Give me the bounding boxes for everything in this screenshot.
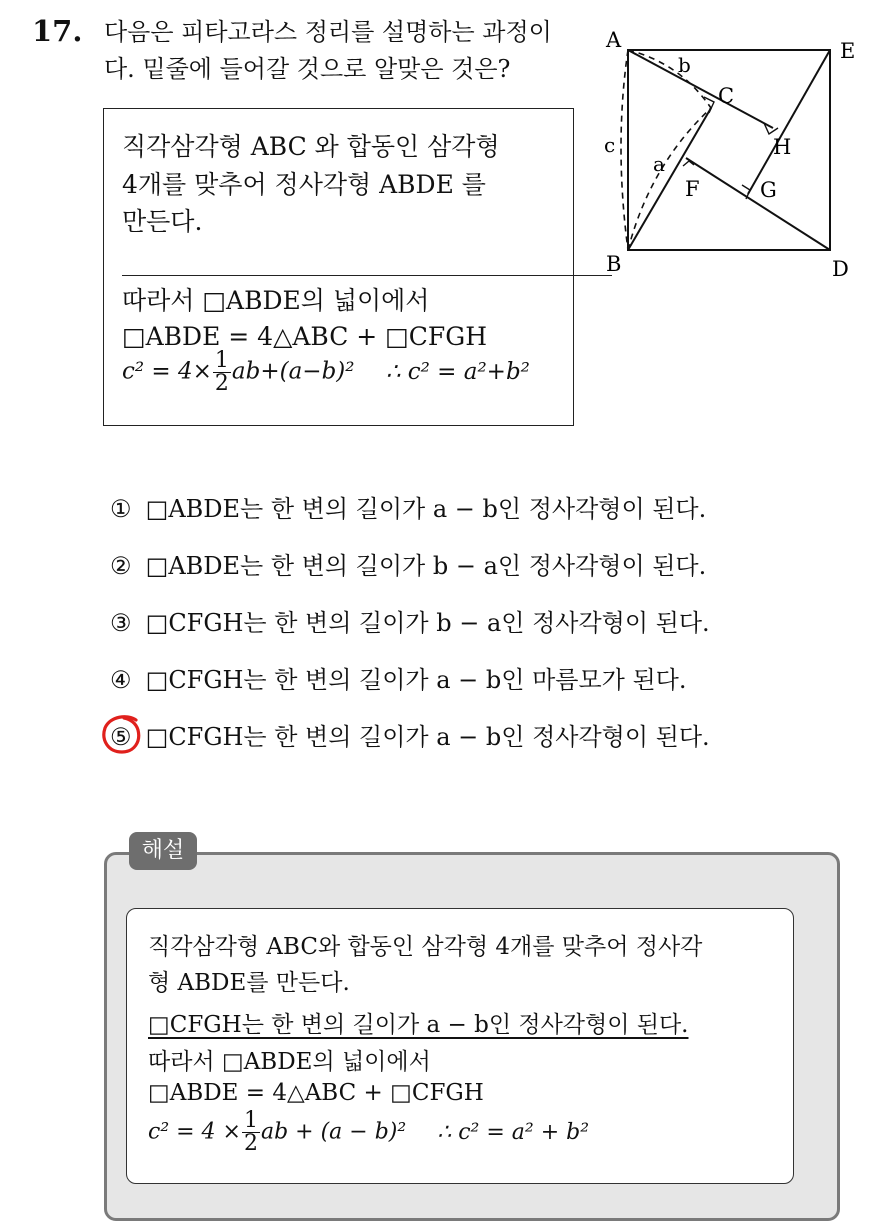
pythagoras-figure [590,25,880,285]
equation-left: c² = 4× [122,358,212,385]
choice-5-number: ⑤ [110,723,132,751]
solution-line-3: □CFGH는 한 변의 길이가 a − b인 정사각형이 된다. [148,1012,689,1038]
solution-fraction-denominator: 2 [243,1131,258,1156]
label-side-a: a [653,152,665,176]
solution-line-5: □ABDE = 4△ABC + □CFGH [148,1080,484,1106]
choice-2[interactable] [110,546,706,581]
solution-equation-conclusion: ∴ c² = a² + b² [437,1119,590,1145]
solution-equation-left: c² = 4 × [148,1119,241,1145]
choice-4-number: ④ [110,666,132,694]
dashed-side-c [621,50,628,250]
solution-line-4: 따라서 □ABDE의 넓이에서 [148,1049,431,1075]
question-line-2: 다. 밑줄에 들어갈 것으로 알맞은 것은? [104,55,511,83]
square-abde [628,50,830,250]
choice-2-number: ② [110,552,132,580]
question-text [104,14,552,88]
proof-line-2: 4개를 맞추어 정사각형 ABDE 를 [122,170,486,199]
fraction-denominator: 2 [214,371,229,396]
proof-line-1: 직각삼각형 ABC 와 합동인 삼각형 [122,132,500,161]
segment-a-h [628,50,773,128]
choice-2-text: □ABDE는 한 변의 길이가 b − a인 정사각형이 된다. [145,552,707,580]
label-a-vertex: A [606,28,622,52]
choice-1[interactable] [110,489,706,524]
label-h-vertex: H [773,135,792,159]
answer-blank-underline [122,275,612,276]
proof-line-5: □ABDE = 4△ABC + □CFGH [122,322,488,351]
solution-fraction-numerator: 1 [243,1108,258,1133]
segment-f-d [686,158,830,250]
label-side-b: b [678,53,691,77]
solution-fraction-half [242,1110,260,1155]
fraction-half [213,350,231,395]
question-line-1: 다음은 피타고라스 정리를 설명하는 과정이 [104,18,552,46]
proof-line-3: 만든다. [122,207,203,236]
label-b-vertex: B [606,252,622,276]
choice-3-number: ③ [110,609,132,637]
label-side-c: c [604,133,616,157]
choice-1-text: □ABDE는 한 변의 길이가 a − b인 정사각형이 된다. [145,495,707,523]
equation-conclusion: ∴ c² = a²+b² [385,358,530,385]
solution-tag: 해설 [129,832,197,870]
solution-line-2: 형 ABDE를 만든다. [148,970,350,996]
choice-4-text: □CFGH는 한 변의 길이가 a − b인 마름모가 된다. [145,666,687,694]
solution-equation [148,1110,589,1155]
solution-line-1: 직각삼각형 ABC와 합동인 삼각형 4개를 맞추어 정사각 [148,934,703,960]
question-number: 17. [32,14,83,48]
choice-5[interactable] [110,717,710,752]
answer-circle-mark [100,712,144,756]
solution-equation-right: ab + (a − b)² [260,1119,407,1145]
equation-right: ab+(a−b)² [231,358,355,385]
choice-3-text: □CFGH는 한 변의 길이가 b − a인 정사각형이 된다. [145,609,710,637]
fraction-numerator: 1 [214,348,229,373]
choice-3[interactable] [110,603,710,638]
proof-line-4: 따라서 □ABDE의 넓이에서 [122,286,430,315]
label-g-vertex: G [760,178,777,202]
proof-equation [122,350,530,395]
label-e-vertex: E [840,39,856,63]
choice-5-text: □CFGH는 한 변의 길이가 a − b인 정사각형이 된다. [145,723,710,751]
label-f-vertex: F [685,177,700,201]
dashed-side-b [628,50,711,108]
choice-4[interactable] [110,660,686,695]
label-c-vertex: C [718,84,735,108]
label-d-vertex: D [832,257,849,281]
choice-1-number: ① [110,495,132,523]
